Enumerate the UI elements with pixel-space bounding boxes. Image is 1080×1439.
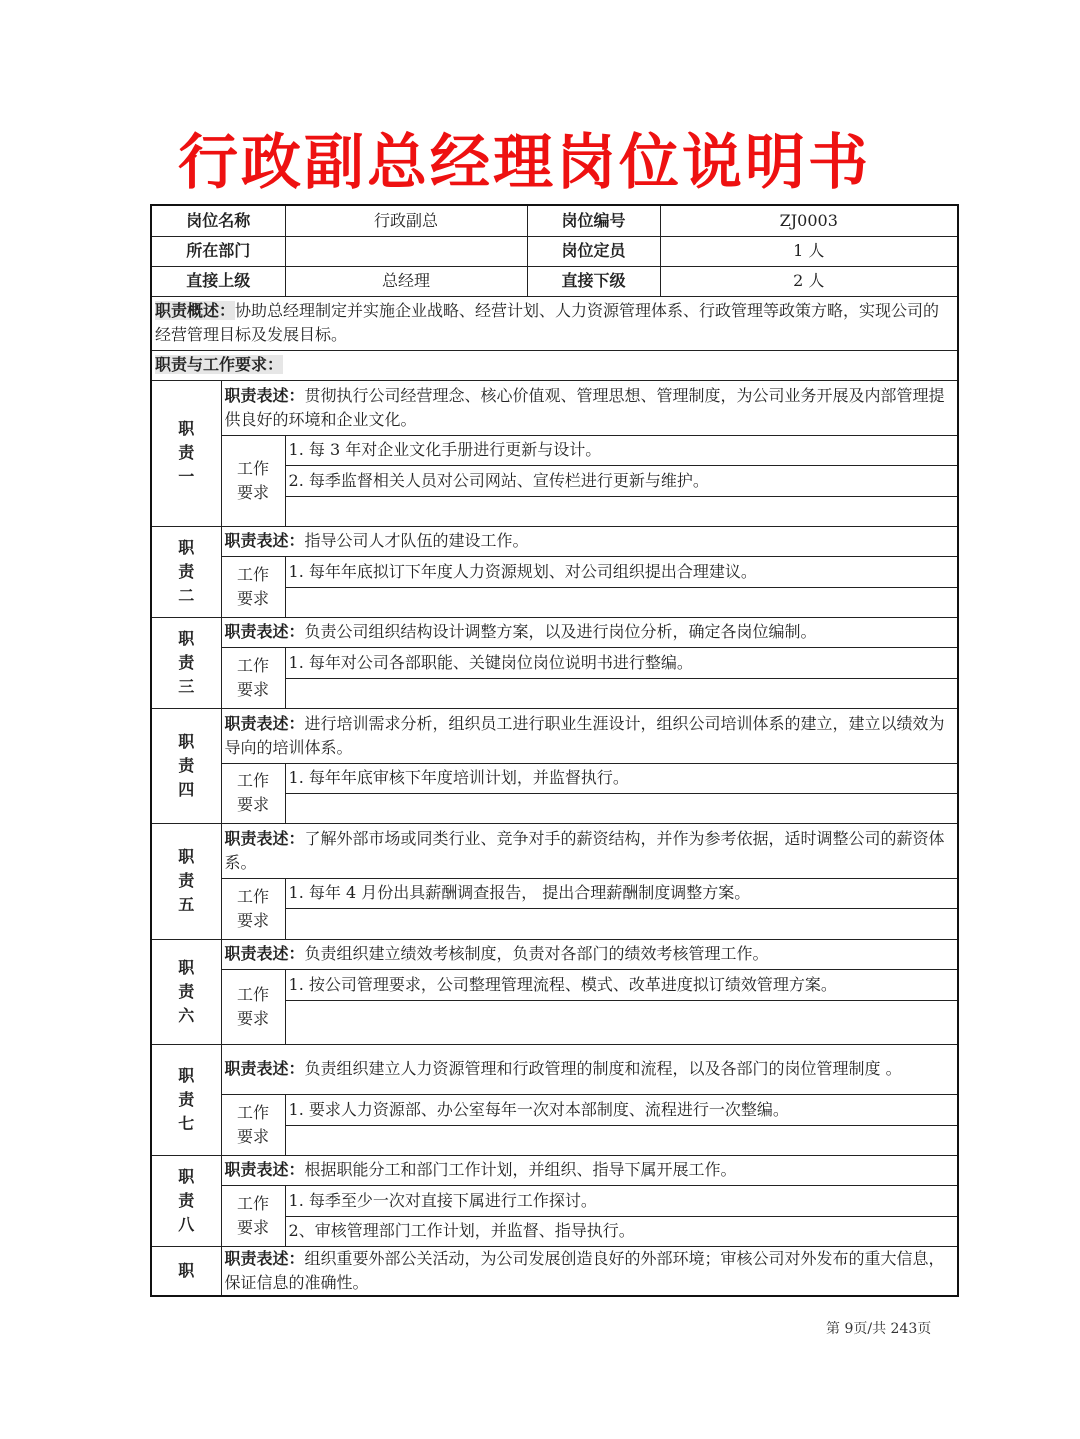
job-description-table xyxy=(150,204,959,1297)
position-code-label: 岗位编号 xyxy=(527,205,660,236)
duty-description-label: 职责表述： xyxy=(224,1248,305,1268)
info-row xyxy=(151,236,958,266)
duty-number-char: 责 xyxy=(178,443,195,462)
duty-description-text: 负责组织建立绩效考核制度，负责对各部门的绩效考核管理工作。 xyxy=(304,944,769,963)
work-requirement-item: 1. 按公司管理要求，公司整理管理流程、模式、改革进度拟订绩效管理方案。 xyxy=(285,969,958,1000)
duty-description-row xyxy=(151,380,958,435)
duty-description-row xyxy=(151,1155,958,1185)
work-requirement-row xyxy=(151,647,958,678)
duty-number-char: 四 xyxy=(178,779,195,799)
work-requirement-label-line: 工作 xyxy=(237,1193,270,1213)
work-requirement-label-line: 要求 xyxy=(237,588,270,608)
overview-cell xyxy=(151,296,958,350)
work-requirement-item: 1. 要求人力资源部、办公室每年一次对本部制度、流程进行一次整编。 xyxy=(285,1094,958,1125)
duty-number-cell xyxy=(151,1044,221,1155)
work-requirement-item: 1. 每年对公司各部职能、关键岗位岗位说明书进行整编。 xyxy=(285,647,958,678)
duty-description-row xyxy=(151,708,958,763)
duty-description-cell xyxy=(221,380,958,435)
work-requirement-item: 2. 每季监督相关人员对公司网站、宣传栏进行更新与维护。 xyxy=(285,465,958,496)
duty-number-char: 责 xyxy=(178,561,195,581)
duty-description-text: 根据职能分工和部门工作计划，并组织、指导下属开展工作。 xyxy=(304,1160,737,1179)
duty-description-text: 了解外部市场或同类行业、竞争对手的薪资结构，并作为参考依据，适时调整公司的薪资体系。 xyxy=(224,828,945,872)
duty-description-text: 负责组织建立人力资源管理和行政管理的制度和流程，以及各部门的岗位管理制度 。 xyxy=(304,1059,902,1078)
work-requirement-item xyxy=(285,496,958,526)
duty-description-row xyxy=(151,1246,958,1296)
overview-label: 职责概述： xyxy=(155,301,236,320)
duty-number-char: 职 xyxy=(178,957,195,977)
duty-number-char: 职 xyxy=(178,1166,195,1186)
work-requirement-label-line: 工作 xyxy=(237,655,270,675)
department-value xyxy=(285,236,527,266)
work-requirement-row xyxy=(151,435,958,465)
duty-description-row xyxy=(151,823,958,878)
duty-description-label: 职责表述： xyxy=(224,713,305,733)
work-requirement-label xyxy=(221,1094,285,1155)
duty-description-label: 职责表述： xyxy=(224,1059,305,1078)
duty-description-text: 负责公司组织结构设计调整方案，以及进行岗位分析，确定各岗位编制。 xyxy=(304,622,817,641)
work-requirement-label-line: 工作 xyxy=(237,886,270,906)
duty-number-char: 六 xyxy=(178,1005,195,1025)
duty-number-char: 职 xyxy=(178,1260,195,1280)
work-requirement-label xyxy=(221,1185,285,1246)
work-requirement-label xyxy=(221,878,285,939)
duty-description-row xyxy=(151,1044,958,1094)
work-requirement-label xyxy=(221,969,285,1044)
info-row xyxy=(151,205,958,236)
duty-description-cell xyxy=(221,1044,958,1094)
duty-description-text: 组织重要外部公关活动，为公司发展创造良好的外部环境；审核公司对外发布的重大信息，保证信息的准确性。 xyxy=(224,1248,945,1292)
duty-number-char: 职 xyxy=(178,731,195,751)
duty-number-char: 责 xyxy=(178,1190,195,1210)
requirements-header-row xyxy=(151,350,958,380)
duty-number-char: 职 xyxy=(178,628,195,648)
work-requirement-item: 1. 每季至少一次对直接下属进行工作探讨。 xyxy=(285,1185,958,1216)
requirements-header: 职责与工作要求： xyxy=(155,355,284,374)
duty-number-char: 七 xyxy=(178,1113,195,1133)
work-requirement-label-line: 要求 xyxy=(237,482,270,502)
duty-number-char: 五 xyxy=(178,895,195,914)
duty-number-char: 职 xyxy=(178,537,195,557)
duty-number-cell xyxy=(151,380,221,526)
duty-description-label: 职责表述： xyxy=(224,944,305,963)
work-requirement-row xyxy=(151,969,958,1000)
duty-number-cell xyxy=(151,617,221,708)
duty-description-row xyxy=(151,526,958,556)
duty-number-char: 责 xyxy=(178,755,195,775)
duty-number-cell xyxy=(151,823,221,939)
duty-number-char: 一 xyxy=(178,467,195,486)
work-requirement-label xyxy=(221,435,285,526)
superior-label: 直接上级 xyxy=(151,266,285,296)
work-requirement-label-line: 工作 xyxy=(237,458,270,478)
duty-number-cell xyxy=(151,1246,221,1296)
position-name-label: 岗位名称 xyxy=(151,205,285,236)
duty-number-char: 责 xyxy=(178,871,195,890)
duty-description-text: 进行培训需求分析，组织员工进行职业生涯设计，组织公司培训体系的建立，建立以绩效为导向的培训体系。 xyxy=(224,713,945,757)
work-requirement-item: 1. 每 3 年对企业文化手册进行更新与设计。 xyxy=(285,435,958,465)
overview-row xyxy=(151,296,958,350)
page-footer: 第 9页/共 243页 xyxy=(826,1321,932,1337)
work-requirement-row xyxy=(151,878,958,908)
work-requirement-label xyxy=(221,763,285,823)
page-title: 行政副总经理岗位说明书 xyxy=(178,128,871,198)
work-requirement-label-line: 要求 xyxy=(237,1217,270,1237)
work-requirement-item: 2、审核管理部门工作计划，并监督、指导执行。 xyxy=(285,1216,958,1246)
work-requirement-row xyxy=(151,556,958,587)
duty-number-cell xyxy=(151,708,221,823)
duty-description-row xyxy=(151,939,958,969)
duty-number-char: 职 xyxy=(178,1065,195,1085)
duty-description-label: 职责表述： xyxy=(224,1160,305,1179)
duty-description-cell xyxy=(221,1155,958,1185)
work-requirement-label xyxy=(221,556,285,617)
duty-number-cell xyxy=(151,526,221,617)
overview-text: 协助总经理制定并实施企业战略、经营计划、人力资源管理体系、行政管理等政策方略，实现公司的经营管理目标及发展目标。 xyxy=(155,301,940,344)
work-requirement-label-line: 工作 xyxy=(237,1102,270,1122)
duty-number-char: 职 xyxy=(178,847,195,866)
duty-number-char: 二 xyxy=(178,585,195,605)
superior-value: 总经理 xyxy=(285,266,527,296)
work-requirement-item: 1. 每年年底审核下年度培训计划，并监督执行。 xyxy=(285,763,958,793)
work-requirement-item xyxy=(285,1125,958,1155)
work-requirement-row xyxy=(151,1185,958,1216)
work-requirement-row xyxy=(151,1094,958,1125)
work-requirement-item xyxy=(285,793,958,823)
duty-description-text: 指导公司人才队伍的建设工作。 xyxy=(304,531,529,550)
work-requirement-item xyxy=(285,1000,958,1044)
headcount-value: 1 人 xyxy=(660,236,958,266)
work-requirement-item xyxy=(285,587,958,617)
duty-description-label: 职责表述： xyxy=(224,531,305,550)
work-requirement-row xyxy=(151,763,958,793)
duty-description-cell xyxy=(221,526,958,556)
position-code-value: ZJ0003 xyxy=(660,205,958,236)
subordinate-value: 2 人 xyxy=(660,266,958,296)
position-name-value: 行政副总 xyxy=(285,205,527,236)
duty-description-label: 职责表述： xyxy=(224,622,305,641)
work-requirement-label-line: 要求 xyxy=(237,910,270,930)
duty-number-char: 职 xyxy=(178,419,195,438)
duty-description-cell xyxy=(221,617,958,647)
work-requirement-item: 1. 每年年底拟订下年度人力资源规划、对公司组织提出合理建议。 xyxy=(285,556,958,587)
work-requirement-label-line: 要求 xyxy=(237,1126,270,1146)
work-requirement-label-line: 工作 xyxy=(237,771,270,790)
work-requirement-label-line: 工作 xyxy=(237,984,270,1004)
duty-number-char: 八 xyxy=(178,1214,195,1234)
work-requirement-item: 1. 每年 4 月份出具薪酬调查报告， 提出合理薪酬制度调整方案。 xyxy=(285,878,958,908)
work-requirement-label-line: 要求 xyxy=(237,679,270,699)
duty-number-char: 三 xyxy=(178,676,195,696)
duty-description-row xyxy=(151,617,958,647)
work-requirement-label-line: 要求 xyxy=(237,795,270,814)
duty-number-char: 责 xyxy=(178,981,195,1001)
subordinate-label: 直接下级 xyxy=(527,266,660,296)
requirements-header-cell xyxy=(151,350,958,380)
duty-number-char: 责 xyxy=(178,652,195,672)
duty-description-cell xyxy=(221,939,958,969)
headcount-label: 岗位定员 xyxy=(527,236,660,266)
duty-description-text: 贯彻执行公司经营理念、核心价值观、管理思想、管理制度，为公司业务开展及内部管理提供良好的环境和企业文化。 xyxy=(224,385,945,429)
department-label: 所在部门 xyxy=(151,236,285,266)
duty-number-cell xyxy=(151,939,221,1044)
work-requirement-label-line: 工作 xyxy=(237,564,270,584)
duty-number-cell xyxy=(151,1155,221,1246)
work-requirement-label xyxy=(221,647,285,708)
duty-description-label: 职责表述： xyxy=(224,828,305,848)
work-requirement-item xyxy=(285,908,958,939)
duty-description-cell xyxy=(221,1246,958,1296)
duty-number-char: 责 xyxy=(178,1089,195,1109)
duty-description-label: 职责表述： xyxy=(224,385,305,405)
work-requirement-label-line: 要求 xyxy=(237,1008,270,1028)
duty-description-cell xyxy=(221,823,958,878)
info-row xyxy=(151,266,958,296)
work-requirement-item xyxy=(285,678,958,708)
duty-description-cell xyxy=(221,708,958,763)
